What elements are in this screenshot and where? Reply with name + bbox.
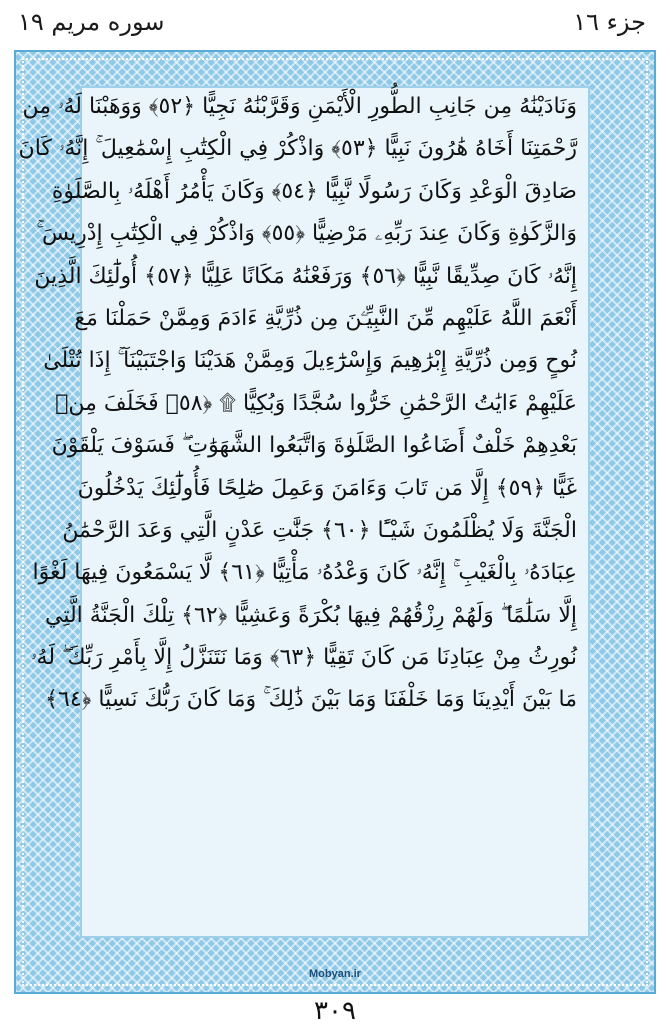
watermark: Mobyan.ir bbox=[309, 968, 361, 980]
quran-text-block bbox=[18, 86, 577, 722]
text-line: إِلَّا سَلَٰمًا ۖ وَلَهُمْ رِزْقُهُمْ فِيهَا بُكْرَةً وَعَشِيًّا ﴿٦٢﴾ تِلْكَ الْجَنَّةُ الَّتِي bbox=[44, 602, 577, 628]
text-line: غَيًّا ﴿٥٩﴾ إِلَّا مَن تَابَ وَءَامَنَ وَعَمِلَ صَٰلِحًا فَأُولَٰٓئِكَ يَدْخُلُونَ bbox=[77, 475, 577, 501]
text-line: رَّحْمَتِنَا أَخَاهُ هَٰرُونَ نَبِيًّا ﴿٥٣﴾ وَاذْكُرْ فِي الْكِتَٰبِ إِسْمَٰعِيلَ ۚ إِنَّهُۥ كَانَ bbox=[18, 136, 577, 162]
text-line: مَا بَيْنَ أَيْدِينَا وَمَا خَلْفَنَا وَمَا بَيْنَ ذَٰلِكَ ۚ وَمَا كَانَ رَبُّكَ نَسِيًّا ﴿٦٤﴾ bbox=[45, 687, 577, 713]
text-line: صَادِقَ الْوَعْدِ وَكَانَ رَسُولًا نَّبِيًّا ﴿٥٤﴾ وَكَانَ يَأْمُرُ أَهْلَهُۥ بِالصَّلَوٰةِ bbox=[51, 178, 577, 204]
surah-label: سوره مریم ١٩ bbox=[18, 8, 165, 36]
text-line: عِبَادَهُۥ بِالْغَيْبِ ۚ إِنَّهُۥ كَانَ وَعْدُهُۥ مَأْتِيًّا ﴿٦١﴾ لَّا يَسْمَعُونَ فِيهَا لَغْوًا bbox=[32, 560, 577, 586]
text-line: أَنْعَمَ اللَّهُ عَلَيْهِم مِّنَ النَّبِيِّـۧنَ مِن ذُرِّيَّةِ ءَادَمَ وَمِمَّنْ حَمَلْنَا مَعَ bbox=[74, 305, 577, 331]
text-line: نُورِثُ مِنْ عِبَادِنَا مَن كَانَ تَقِيًّا ﴿٦٣﴾ وَمَا نَتَنَزَّلُ إِلَّا بِأَمْرِ رَبِّكَ ۖ لَهُۥ bbox=[31, 645, 577, 671]
juz-label: جزء ١٦ bbox=[573, 8, 646, 36]
text-line: عَلَيْهِمْ ءَايَٰتُ الرَّحْمَٰنِ خَرُّوا سُجَّدًا وَبُكِيًّا ۩ ﴿٥٨﴾ فَخَلَفَ مِنۢ bbox=[55, 390, 577, 416]
text-line: بَعْدِهِمْ خَلْفٌ أَضَاعُوا الصَّلَوٰةَ وَاتَّبَعُوا الشَّهَوَٰتِ ۖ فَسَوْفَ يَلْقَوْنَ bbox=[51, 433, 577, 459]
text-line: إِنَّهُۥ كَانَ صِدِّيقًا نَّبِيًّا ﴿٥٦﴾ وَرَفَعْنَٰهُ مَكَانًا عَلِيًّا ﴿٥٧﴾ أُولَٰٓئِكَ الَّذِينَ bbox=[34, 263, 577, 289]
text-line: وَنَادَيْنَٰهُ مِن جَانِبِ الطُّورِ الْأَيْمَنِ وَقَرَّبْنَٰهُ نَجِيًّا ﴿٥٢﴾ وَوَهَبْنَا لَهُۥ مِن bbox=[22, 94, 577, 119]
text-line: الْجَنَّةَ وَلَا يُظْلَمُونَ شَيْـًٔا ﴿٦٠﴾ جَنَّٰتِ عَدْنٍ الَّتِي وَعَدَ الرَّحْمَٰنُ bbox=[62, 517, 577, 543]
text-line: نُوحٍ وَمِن ذُرِّيَّةِ إِبْرَٰهِيمَ وَإِسْرَٰٓءِيلَ وَمِمَّنْ هَدَيْنَا وَاجْتَبَيْنَآ ۚ إِذَا تُتْلَىٰ bbox=[43, 348, 577, 374]
page-header bbox=[0, 0, 670, 48]
text-line: وَالزَّكَوٰةِ وَكَانَ عِندَ رَبِّهِۦ مَرْضِيًّا ﴿٥٥﴾ وَاذْكُرْ فِي الْكِتَٰبِ إِدْرِيسَ ۚ bbox=[36, 221, 577, 247]
page-number: ٣٠٩ bbox=[314, 996, 356, 1026]
